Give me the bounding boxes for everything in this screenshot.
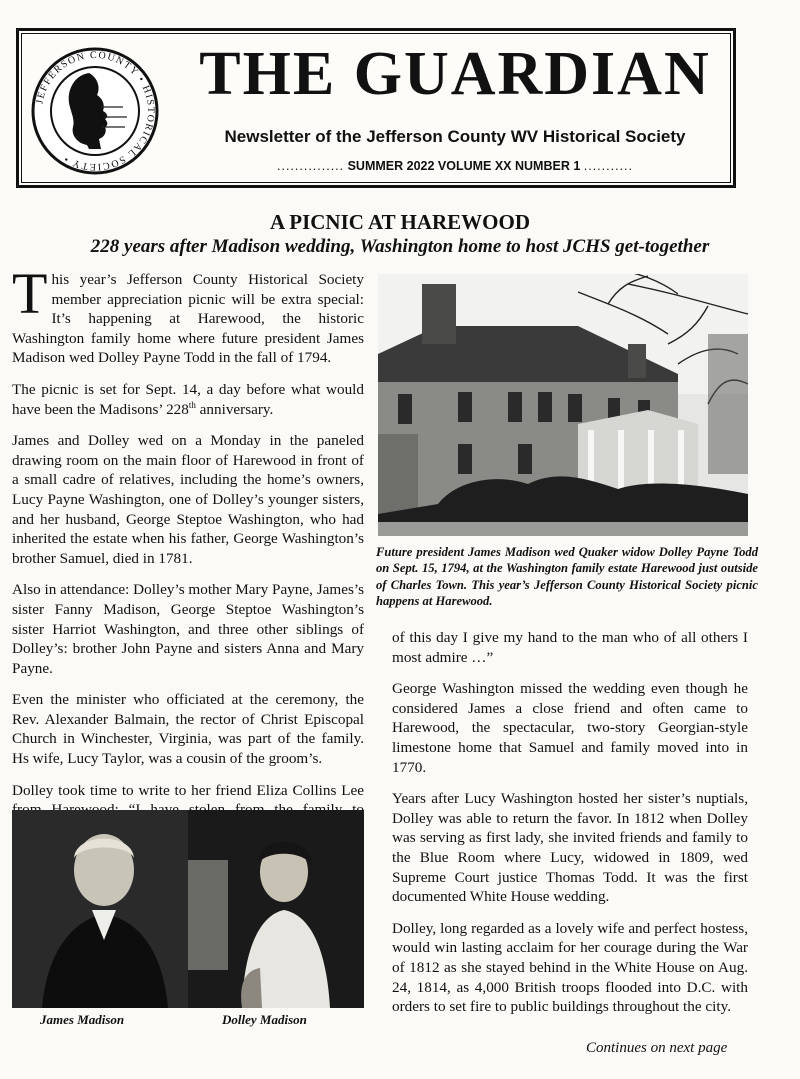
- article-column-right: [392, 628, 748, 1029]
- paragraph-5: Even the minister who officiated at the ceremony, the Rev. Alexander Balmain, the rector of Christ Episcopal Church in Winchester, Virginia, was part of the family. Hs wife, Lucy Taylor, was a cousin of the groom’s.: [12, 691, 364, 768]
- paragraph-6: Dolley took time to write to her friend Eliza Collins Lee: [12, 781, 364, 799]
- harewood-house-photo: [378, 274, 748, 536]
- paragraph-1-text: his year’s Jefferson County Historical Society member appreciation picnic will be extra special: It’s happening at Harewood, the historic Washington family home where future president James Madison wed Dolley Payne Todd in the fall of 1794.: [12, 271, 364, 367]
- drop-cap: T: [12, 261, 48, 326]
- paragraph-9: Years after Lucy Washington hosted her sister’s nuptials, Dolley was able to return the favor. In 1812 when Dolley was serving as first lady, she invited friends and family to the Blue Room where Lucy, widowed in 1809, wed Supreme Court justice Thomas Todd. It was the first documented White House wedding.: [392, 790, 748, 906]
- issue-info: SUMMER 2022 VOLUME XX NUMBER 1: [347, 159, 581, 173]
- society-seal-logo: [31, 47, 159, 175]
- article-column-left: [12, 261, 364, 851]
- paragraph-2-text: The picnic is set for Sept. 14, a day before what would have been the Madisons’ 228: [12, 380, 364, 418]
- paragraph-4: Also in attendance: Dolley’s mother Mary Payne, James’s sister Fanny Madison, George Steptoe Washington’s sister Harriot Washington, and three other siblings of Dolley’s: brother John Payne and sisters Anna and Mary Payne.: [12, 581, 364, 677]
- newsletter-subtitle: Newsletter of the Jefferson County WV Historical Society: [224, 127, 686, 146]
- paragraph-3: James and Dolley wed on a Monday in the paneled drawing room on the main floor of Harewood in front of a small cadre of relatives, including the home’s owners, Lucy Payne Washington, one of Dolley’s younger sisters, and her husband, George Steptoe Washington, who had inherited the estate when his father, George Washington’s brother Samuel, died in 1781.: [12, 432, 364, 567]
- issue-dots-right: ...........: [583, 159, 633, 173]
- svg-text:JEFFERSON COUNTY • HISTORICAL: JEFFERSON COUNTY • HISTORICAL SOCIETY •: [34, 49, 157, 173]
- paragraph-2: [12, 380, 364, 419]
- paragraph-7: of this day I give my hand to the man who of all others I most admire …”: [392, 629, 748, 666]
- dolley-madison-caption: Dolley Madison: [222, 1012, 307, 1027]
- issue-line: [179, 159, 731, 173]
- paragraph-1: [12, 261, 364, 368]
- paragraph-8: George Washington missed the wedding even though he considered James a close friend and often came to Harewood, the spectacular, two-story Georgian-style limestone home that Samuel and family moved into in 1770.: [392, 680, 748, 776]
- madison-portraits-photo: [12, 810, 364, 1008]
- newsletter-title: THE GUARDIAN: [199, 40, 711, 108]
- continues-note: Continues on next page: [586, 1040, 728, 1056]
- article-deck: 228 years after Madison wedding, Washington home to host JCHS get-together: [90, 236, 710, 257]
- house-photo-caption: Future president James Madison wed Quaker widow Dolley Payne Todd on Sept. 15, 1794, at the Washington family estate Harewood just outside of Charles Town. This year’s Jefferson County Historical Society picnic happens at Harewood.: [376, 545, 758, 609]
- masthead: [16, 28, 736, 188]
- issue-dots-left: ...............: [277, 159, 345, 173]
- ordinal-suffix: th: [188, 399, 196, 410]
- paragraph-2-end: anniversary.: [195, 400, 274, 418]
- james-madison-caption: James Madison: [40, 1012, 125, 1027]
- paragraph-10: Dolley, long regarded as a lovely wife and perfect hostess, would win lasting acclaim for her courage during the War of 1812 as she stayed behind in the White House on Aug. 24, 1814, as 4,000 British troops flooded into D.C. with orders to set fire to public buildings throughout the city.: [392, 919, 748, 1016]
- article-headline: A PICNIC AT HAREWOOD: [269, 210, 530, 234]
